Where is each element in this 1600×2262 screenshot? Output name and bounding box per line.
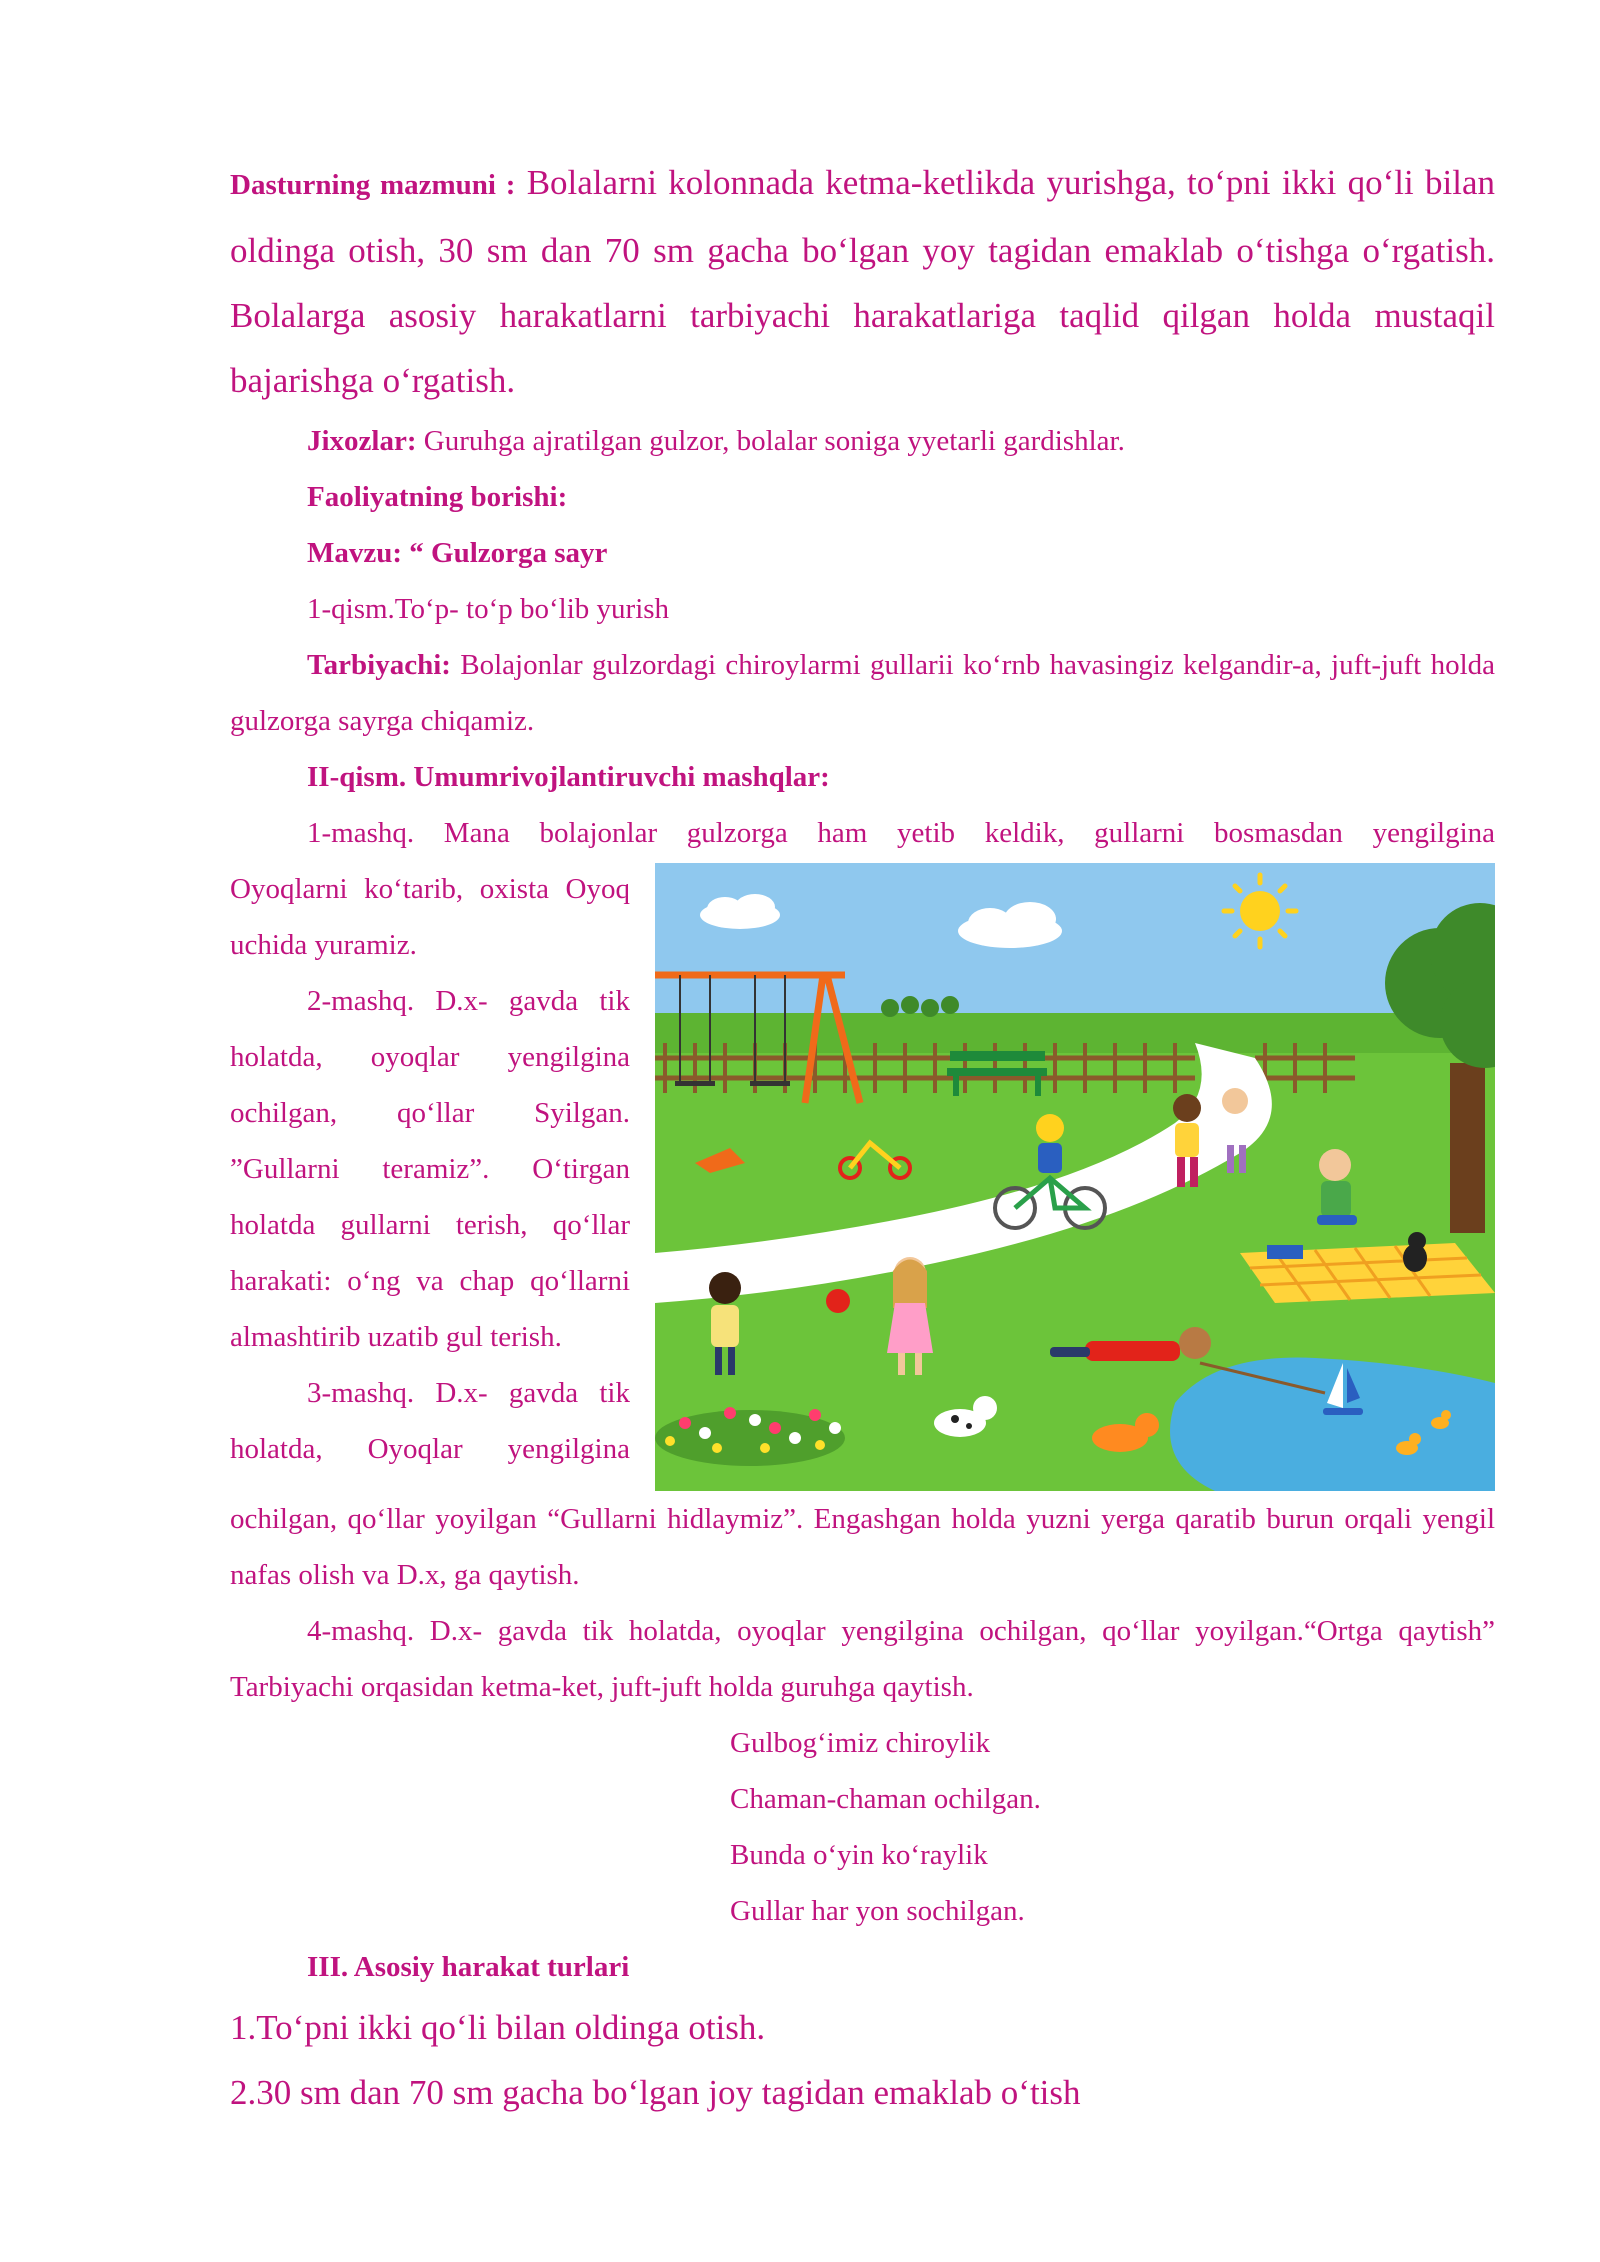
mashq4-paragraph: 4-mashq. D.x- gavda tik holatda, oyoqlar yengilgina ochilgan, qo‘llar yoyilgan.“Ortga qaytish” Tarbiyachi orqasidan ketma-ket, juft-juft holda guruhga qaytish.	[230, 1615, 1495, 1703]
mashq2-paragraph: 2-mashq. D.x- gavda tik holatda, oyoqlar yengilgina ochilgan, qo‘llar Syilgan. ”Gullarni teramiz”. O‘tirgan holatda gullarni terish, qo‘llar harakati: o‘ng va chap qo‘llarni almashtirib uzatib gul terish.	[230, 985, 630, 1353]
jixozlar-text: Guruhga ajratilgan gulzor, bolalar soniga yyetarli gardishlar.	[423, 425, 1125, 457]
mashq3-wrap-text: 3-mashq. D.x- gavda tik holatda, Oyoqlar yengilgina	[230, 1377, 630, 1465]
tarbiyachi-text: Bolajonlar gulzordagi chiroylarmi gullarii ko‘rnb havasingiz kelgandir-a, juft-juft holda gulzorga sayrga chiqamiz.	[230, 649, 1495, 737]
mashq1-first-line: 1-mashq. Mana bolajonlar gulzorga ham yetib keldik, gullarni bosmasdan yengilgina	[307, 817, 1495, 849]
document-page	[230, 150, 1495, 2125]
qism3-heading: III. Asosiy harakat turlari	[307, 1951, 630, 1983]
ball-icon	[826, 1289, 850, 1313]
mavzu-heading: Mavzu: “ Gulzorga sayr	[307, 537, 608, 569]
qism2-heading: II-qism. Umumrivojlantiruvchi mashqlar:	[307, 761, 830, 793]
poem-line: Gullar har yon sochilgan.	[730, 1895, 1025, 1927]
faoliyat-heading: Faoliyatning borishi:	[307, 481, 568, 513]
poem-line: Gulbog‘imiz chiroylik	[730, 1727, 991, 1759]
poem	[230, 1715, 1495, 1939]
intro-paragraph	[230, 150, 1495, 413]
mashq3-rest: ochilgan, qo‘llar yoyilgan “Gullarni hidlaymiz”. Engashgan holda yuzni yerga qaratib burun orqali yengil nafas olish va D.x, ga qaytish.	[230, 1503, 1495, 1591]
picnic-blanket	[1240, 1243, 1495, 1303]
poem-line: Chaman-chaman ochilgan.	[730, 1783, 1041, 1815]
wrap-text-column	[230, 861, 630, 1477]
intro-text: Bolalarni kolonnada ketma-ketlikda yurishga, to‘pni ikki qo‘li bilan oldinga otish, 30 sm dan 70 sm gacha bo‘lgan yoy tagidan emaklab o‘tishga o‘rgatish. Bolalarga asosiy harakatlarni tarbiyachi harakatlariga taqlid qilgan holda mustaqil bajarishga o‘rgatish.	[230, 163, 1496, 400]
jixozlar-label: Jixozlar:	[307, 425, 417, 457]
jixozlar-paragraph	[230, 413, 1495, 469]
list-item: 1.To‘pni ikki qo‘li bilan oldinga otish.	[230, 2008, 766, 2047]
poem-line: Bunda o‘yin ko‘raylik	[730, 1839, 988, 1871]
mashq1-wrap-text: Oyoqlarni ko‘tarib, oxista Oyoq uchida yuramiz.	[230, 873, 630, 961]
list-item: 2.30 sm dan 70 sm gacha bo‘lgan joy tagidan emaklab o‘tish	[230, 2073, 1081, 2112]
park-illustration	[655, 863, 1495, 1491]
tarbiyachi-paragraph	[230, 637, 1495, 749]
image-wrap-section	[230, 861, 1495, 1491]
qism1-line: 1-qism.To‘p- to‘p bo‘lib yurish	[307, 593, 670, 625]
intro-label: Dasturning mazmuni :	[230, 169, 516, 201]
tarbiyachi-label: Tarbiyachi:	[307, 649, 451, 681]
